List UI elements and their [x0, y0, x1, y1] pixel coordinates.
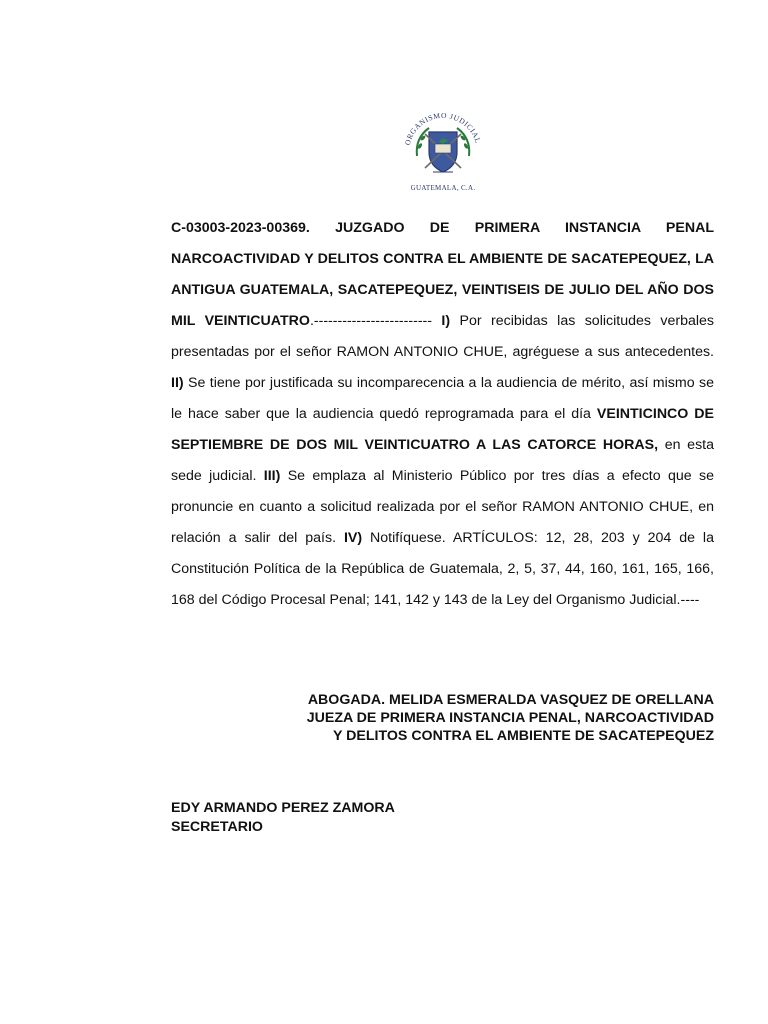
secretary-title: SECRETARIO — [171, 819, 263, 835]
judge-name: ABOGADA. MELIDA ESMERALDA VASQUEZ DE ORELLANA — [307, 692, 714, 708]
section-i-text: Por recibidas las solicitudes verbales presentadas por el señor RAMON ANTONIO CHUE, agréguese a sus antecedentes. — [171, 313, 714, 360]
section-iii-text: Se emplaza al Ministerio Público por tres días a efecto que se pronuncie en cuanto a solicitud realizada por el señor RAMON ANTONIO CHUE, en relación a salir del país. — [171, 468, 715, 546]
section-iv-label: IV) — [343, 530, 363, 546]
svg-text:ORGANISMO JUDICIAL: ORGANISMO JUDICIAL — [402, 110, 483, 147]
section-ii-label: II) — [171, 375, 184, 391]
judge-title-line-1: JUEZA DE PRIMERA INSTANCIA PENAL, NARCOACTIVIDAD — [306, 710, 714, 726]
resolution-body — [171, 213, 714, 616]
section-iii-label: III) — [263, 468, 281, 484]
header-dashes: .------------------------- — [309, 313, 432, 329]
resolution-paragraph — [171, 213, 714, 616]
secretary-signature-block — [171, 799, 471, 837]
judge-title-line-2: Y DELITOS CONTRA EL AMBIENTE DE SACATEPEQUEZ — [333, 728, 714, 744]
section-ii-tail: en esta sede judicial. — [171, 437, 714, 484]
seal-caption: GUATEMALA, C.A. — [410, 184, 476, 192]
hearing-date: VEINTICINCO DE SEPTIEMBRE DE DOS MIL VEINTICUATRO A LAS CATORCE HORAS, — [171, 406, 714, 453]
case-header: C-03003-2023-00369. JUZGADO DE PRIMERA INSTANCIA PENAL NARCOACTIVIDAD Y DELITOS CONTRA EL AMBIENTE DE SACATEPEQUEZ, LA ANTIGUA GUATEMALA, SACATEPEQUEZ, VEINTISEIS DE JULIO DEL AÑO DOS MIL VEINTICUATRO — [171, 220, 714, 329]
secretary-name: EDY ARMANDO PEREZ ZAMORA — [171, 800, 395, 816]
section-ii-text: Se tiene por justificada su incomparecencia a la audiencia de mérito, así mismo se le hace saber que la audiencia quedó reprogramada para el día — [171, 375, 714, 422]
judge-signature-block — [250, 691, 714, 745]
section-i-label: I) — [441, 313, 451, 329]
section-iv-text: Notifíquese. ARTÍCULOS: 12, 28, 203 y 204 de la Constitución Política de la República de Guatemala, 2, 5, 37, 44, 160, 161, 165, 166, 168 del Código Procesal Penal; 141, 142 y 143 de la Ley del Organismo Judicial.---- — [171, 530, 714, 608]
